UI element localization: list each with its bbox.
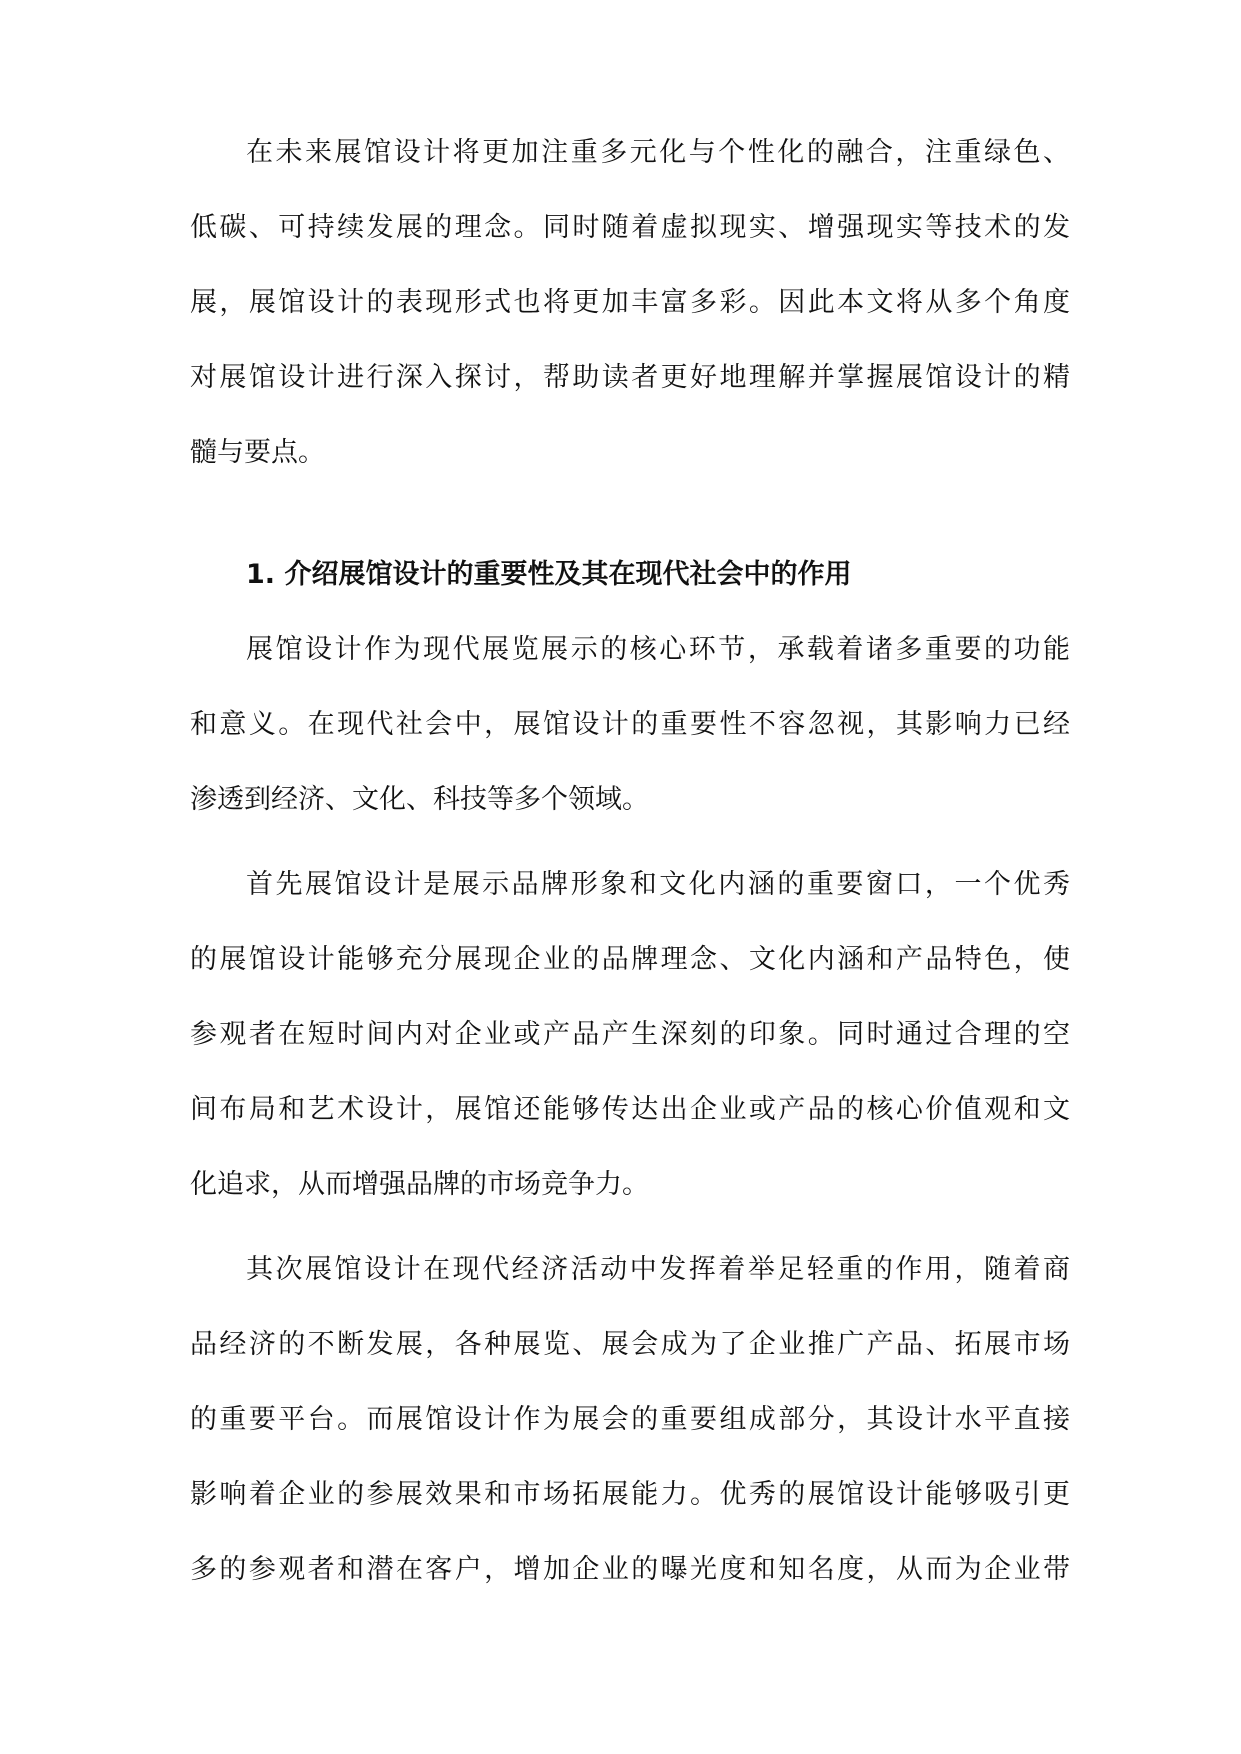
paragraph-line: 的重要平台。而展馆设计作为展会的重要组成部分，其设计水平直接 [190, 1404, 1070, 1435]
paragraph-line: 影响着企业的参展效果和市场拓展能力。优秀的展馆设计能够吸引更 [190, 1479, 1070, 1510]
paragraph-line: 对展馆设计进行深入探讨，帮助读者更好地理解并掌握展馆设计的精 [190, 362, 1070, 393]
paragraph-line: 展馆设计作为现代展览展示的核心环节，承载着诸多重要的功能 [246, 634, 1070, 665]
paragraph-line: 在未来展馆设计将更加注重多元化与个性化的融合，注重绿色、 [246, 137, 1070, 168]
paragraph-line: 参观者在短时间内对企业或产品产生深刻的印象。同时通过合理的空 [190, 1019, 1070, 1050]
paragraph-line: 首先展馆设计是展示品牌形象和文化内涵的重要窗口，一个优秀 [246, 869, 1070, 900]
paragraph-line: 品经济的不断发展，各种展览、展会成为了企业推广产品、拓展市场 [190, 1329, 1070, 1360]
paragraph-line: 的展馆设计能够充分展现企业的品牌理念、文化内涵和产品特色，使 [190, 944, 1070, 975]
paragraph-line: 化追求，从而增强品牌的市场竞争力。 [190, 1169, 649, 1200]
paragraph-line: 髓与要点。 [190, 437, 325, 468]
section-heading: 1. 介绍展馆设计的重要性及其在现代社会中的作用 [246, 559, 852, 590]
paragraph-line: 渗透到经济、文化、科技等多个领域。 [190, 784, 649, 815]
paragraph-line: 和意义。在现代社会中，展馆设计的重要性不容忽视，其影响力已经 [190, 709, 1070, 740]
paragraph-line: 多的参观者和潜在客户，增加企业的曝光度和知名度，从而为企业带 [190, 1554, 1070, 1585]
paragraph-line: 低碳、可持续发展的理念。同时随着虚拟现实、增强现实等技术的发 [190, 212, 1070, 243]
paragraph-line: 间布局和艺术设计，展馆还能够传达出企业或产品的核心价值观和文 [190, 1094, 1070, 1125]
paragraph-line: 展，展馆设计的表现形式也将更加丰富多彩。因此本文将从多个角度 [190, 287, 1070, 318]
paragraph-line: 其次展馆设计在现代经济活动中发挥着举足轻重的作用，随着商 [246, 1254, 1070, 1285]
